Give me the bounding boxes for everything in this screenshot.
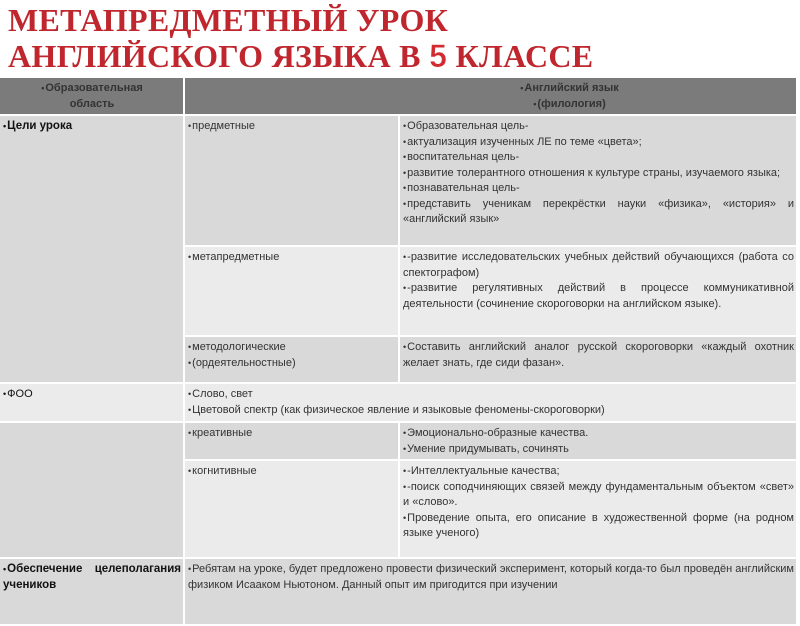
- list-item: • развитие толерантного отношения к культуре страны, изучаемого языка;: [403, 166, 794, 182]
- title-line-2: [8, 38, 593, 74]
- header-text: • Образовательная: [3, 81, 181, 97]
- row-label-qualities: [0, 423, 183, 557]
- list-item: • Цветовой спектр (как физическое явление и языковые феномены-скороговорки): [188, 403, 794, 419]
- cognitive-cell: [400, 461, 796, 557]
- list-item: • Образовательная цель-: [403, 119, 794, 135]
- header-educational-area: [0, 78, 183, 114]
- row-label-text: • Обеспечение целеполагания учеников: [3, 562, 181, 593]
- grade-number: 5: [429, 38, 448, 74]
- row-label-goal-setting: [0, 559, 183, 624]
- table-header-row: [0, 78, 796, 114]
- goal-setting-cell: [185, 559, 796, 624]
- header-text: область: [69, 97, 115, 110]
- subrow-label-text: • (ордеятельностные): [188, 356, 396, 372]
- table-row: [0, 384, 796, 421]
- table-row: [0, 116, 796, 245]
- row-label-text: • Цели урока: [3, 119, 181, 135]
- foo-cell: [185, 384, 796, 421]
- header-english-language: [185, 78, 796, 114]
- subrow-label-text: • метапредметные: [188, 250, 396, 266]
- subrow-label-text: • предметные: [188, 119, 396, 135]
- list-item: • Слово, свет: [188, 387, 794, 403]
- subrow-label-meta: [185, 247, 398, 335]
- subrow-label-subject: [185, 116, 398, 245]
- list-item: • -развитие исследовательских учебных действий обучающихся (работа со спектографом): [403, 250, 794, 281]
- table-row: [0, 423, 796, 459]
- row-label-text: • ФОО: [3, 387, 181, 403]
- header-text: • (филология): [345, 97, 794, 113]
- list-item: • -Интеллектуальные качества;: [403, 464, 794, 480]
- list-item: • актуализация изученных ЛЕ по теме «цвета»;: [403, 135, 794, 151]
- subrow-label-text: • когнитивные: [188, 464, 396, 480]
- list-item: • воспитательная цель-: [403, 150, 794, 166]
- subrow-label-text: • креативные: [188, 426, 396, 442]
- creative-cell: [400, 423, 796, 459]
- meta-goals-cell: [400, 247, 796, 335]
- lesson-table: [0, 76, 798, 626]
- list-item: • Проведение опыта, его описание в художественной форме (на родном языке ученого): [403, 511, 794, 542]
- row-label-goals: [0, 116, 183, 382]
- list-item: • познавательная цель-: [403, 181, 794, 197]
- subrow-label-method: [185, 337, 398, 382]
- subrow-label-cognitive: [185, 461, 398, 557]
- title-line-1: МЕТАПРЕДМЕТНЫЙ УРОК: [8, 2, 449, 38]
- list-item: • Ребятам на уроке, будет предложено провести физический эксперимент, который когда-то был проведён английским физиком Исааком Ньютоном. Данный опыт им пригодится при изучении: [188, 562, 794, 593]
- page-title: [8, 2, 593, 74]
- row-label-foo: [0, 384, 183, 421]
- list-item: • Эмоционально-образные качества.: [403, 426, 794, 442]
- header-text: • Английский язык: [345, 81, 794, 97]
- method-goals-cell: [400, 337, 796, 382]
- list-item: • -развитие регулятивных действий в процессе коммуникативной деятельности (сочинение скороговорки на английском языке).: [403, 281, 794, 312]
- list-item: • Составить английский аналог русской скороговорки «каждый охотник желает знать, где сиди фазан».: [403, 340, 794, 371]
- list-item: • -поиск соподчиняющих связей между фундаментальным объектом «свет» и «слово».: [403, 480, 794, 511]
- list-item: • Умение придумывать, сочинять: [403, 442, 794, 458]
- subrow-label-creative: [185, 423, 398, 459]
- title-line-2-end: КЛАССЕ: [447, 38, 594, 74]
- subrow-label-text: • методологические: [188, 340, 396, 356]
- title-line-2-text: АНГЛИЙСКОГО ЯЗЫКА В: [8, 38, 430, 74]
- subject-goals-cell: [400, 116, 796, 245]
- table-row: [0, 559, 796, 624]
- list-item: • представить ученикам перекрёстки науки «физика», «история» и «английский язык»: [403, 197, 794, 228]
